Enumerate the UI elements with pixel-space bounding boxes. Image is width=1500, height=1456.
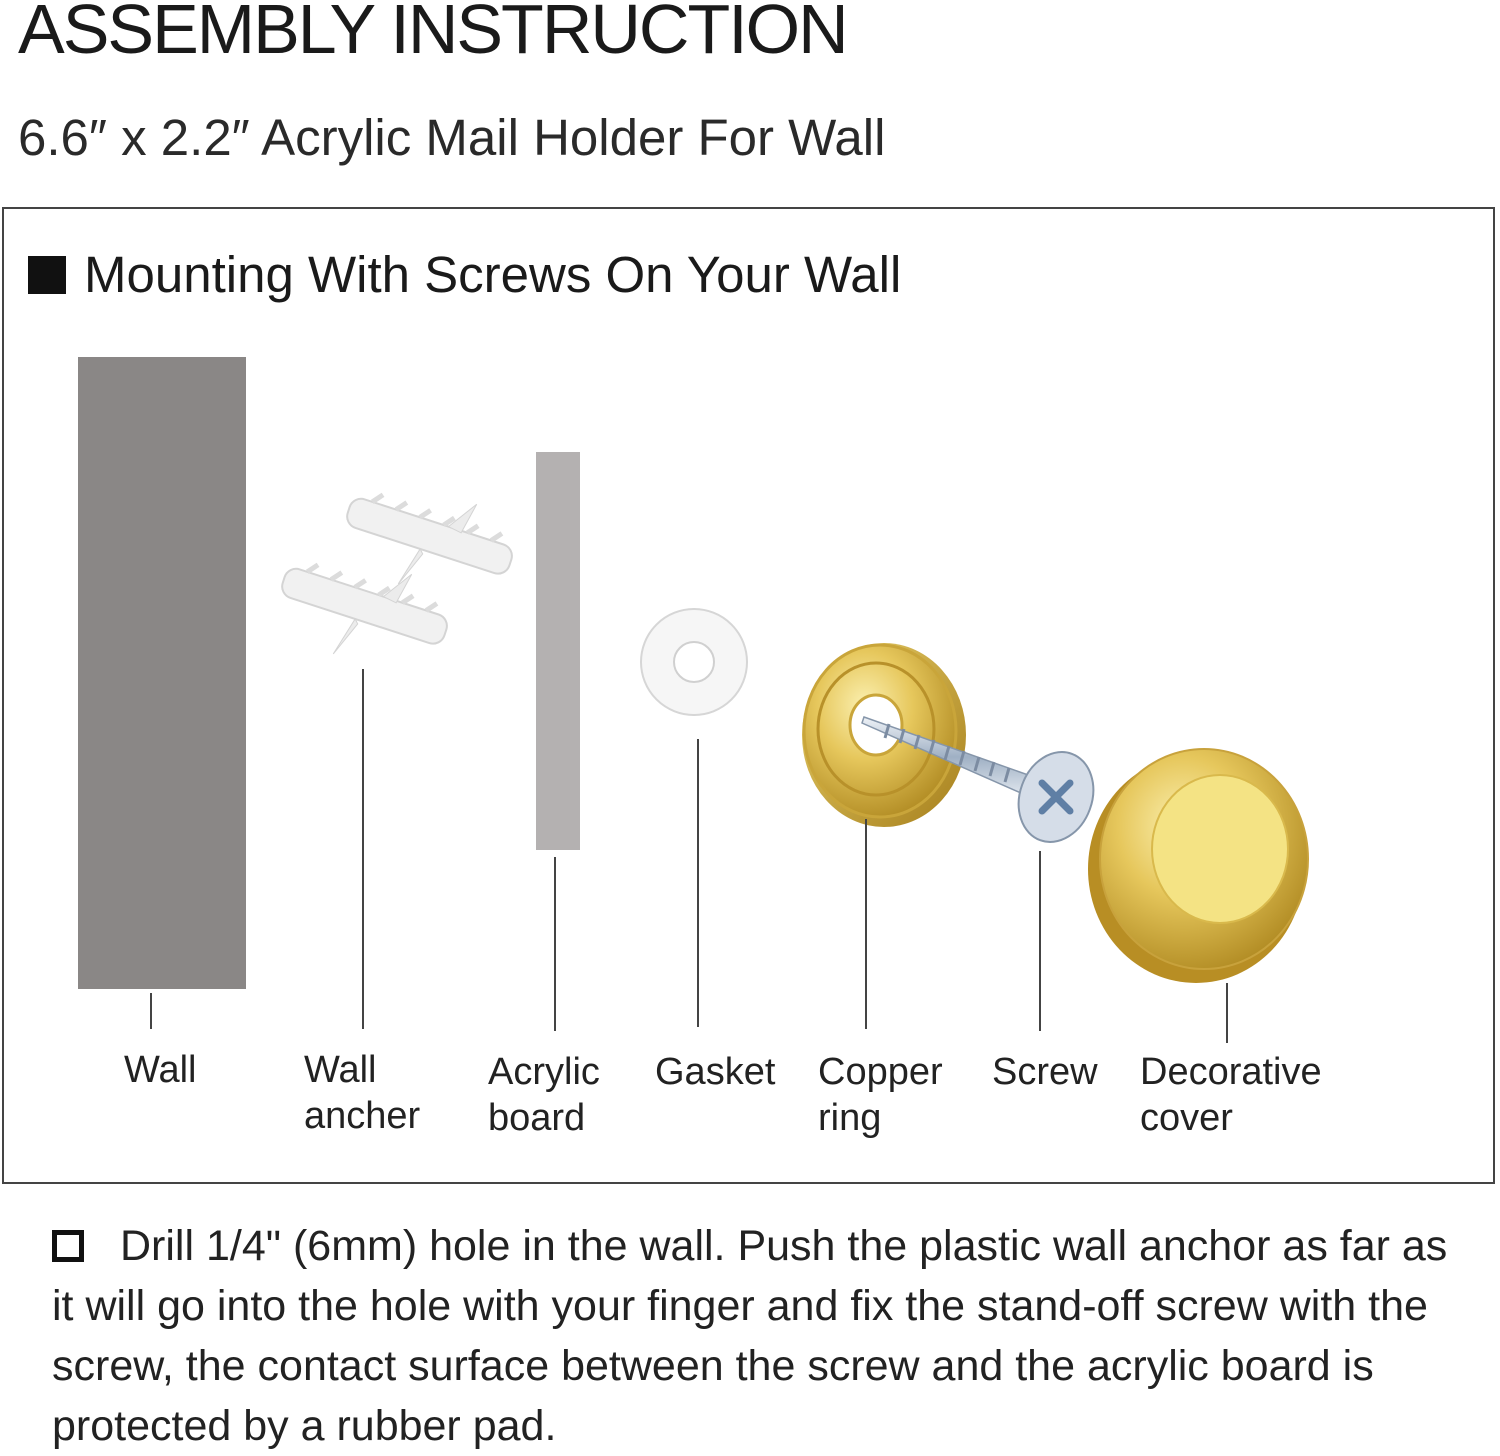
page-title: ASSEMBLY INSTRUCTION [18,0,847,68]
copper-ring-icon [802,643,966,827]
hollow-square-bullet-icon [52,1230,84,1262]
gasket-icon [641,609,747,715]
part-label-screw: Screw [992,1051,1098,1093]
part-label-wall: Wall [124,1049,197,1091]
decorative-cover-icon [1088,749,1308,983]
instruction-note [52,1216,1472,1456]
wall-block [78,357,246,989]
part-label-copper-ring: Copper ring [818,1051,943,1139]
panel-heading-text: Mounting With Screws On Your Wall [84,246,902,303]
assembly-diagram [4,209,1493,1182]
part-label-wall-anchor: Wall ancher [304,1049,421,1137]
page-subtitle: 6.6″ x 2.2″ Acrylic Mail Holder For Wall [18,109,886,166]
part-label-decorative-cover: Decorative cover [1140,1051,1322,1139]
mounting-panel [2,207,1495,1184]
part-label-acrylic-board: Acrylic board [488,1051,600,1139]
acrylic-board-block [536,452,580,850]
instruction-text: Drill 1/4" (6mm) hole in the wall. Push the plastic wall anchor as far as it will go into the hole with your finger and fix the stand-off screw with the screw, the contact surface between the screw and the acrylic board is protected by a rubber pad. [52,1222,1448,1450]
part-label-gasket: Gasket [655,1051,776,1093]
wall-anchor-icon [267,467,525,685]
